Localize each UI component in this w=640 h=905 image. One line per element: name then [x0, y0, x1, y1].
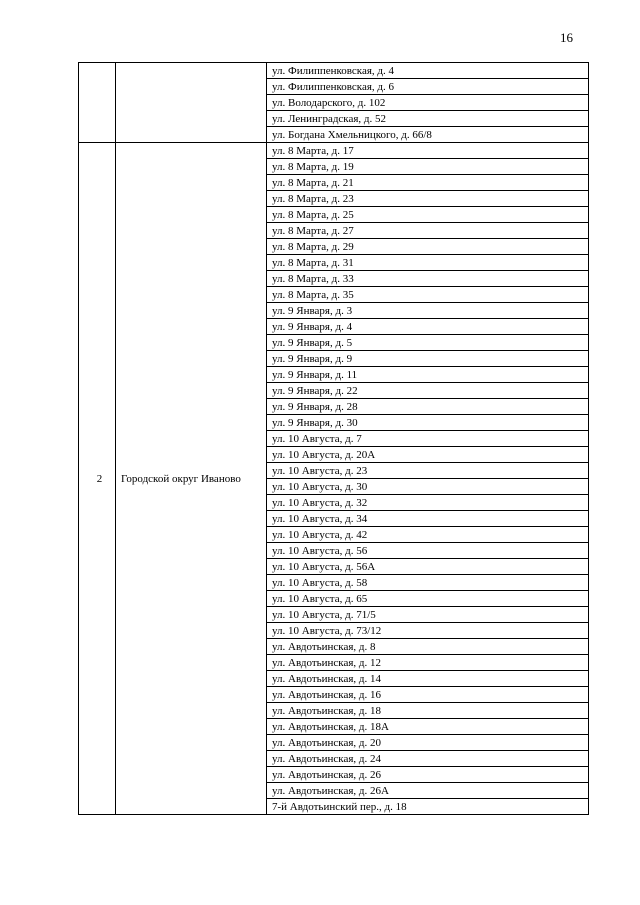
address-cell: ул. 8 Марта, д. 21 — [267, 175, 589, 191]
address-cell: ул. 9 Января, д. 3 — [267, 303, 589, 319]
address-cell: ул. 10 Августа, д. 58 — [267, 575, 589, 591]
address-cell: ул. 8 Марта, д. 23 — [267, 191, 589, 207]
address-cell: ул. Авдотьинская, д. 20 — [267, 735, 589, 751]
address-cell: ул. Володарского, д. 102 — [267, 95, 589, 111]
address-cell: ул. 9 Января, д. 9 — [267, 351, 589, 367]
address-cell: ул. Авдотьинская, д. 12 — [267, 655, 589, 671]
address-cell: ул. 10 Августа, д. 34 — [267, 511, 589, 527]
address-cell: ул. 10 Августа, д. 7 — [267, 431, 589, 447]
address-cell: ул. 9 Января, д. 5 — [267, 335, 589, 351]
address-cell: ул. 10 Августа, д. 56А — [267, 559, 589, 575]
address-cell: ул. Филиппенковская, д. 6 — [267, 79, 589, 95]
address-cell: ул. 9 Января, д. 22 — [267, 383, 589, 399]
page-number: 16 — [560, 30, 573, 45]
address-cell: ул. Филиппенковская, д. 4 — [267, 63, 589, 79]
address-cell: ул. 9 Января, д. 11 — [267, 367, 589, 383]
district-cell — [116, 63, 267, 143]
address-cell: 7-й Авдотьинский пер., д. 18 — [267, 799, 589, 815]
address-cell: ул. Авдотьинская, д. 18А — [267, 719, 589, 735]
address-table — [78, 62, 589, 815]
address-cell: ул. 10 Августа, д. 20А — [267, 447, 589, 463]
address-cell: ул. 10 Августа, д. 23 — [267, 463, 589, 479]
row-number-cell: 2 — [79, 143, 116, 815]
address-cell: ул. Авдотьинская, д. 24 — [267, 751, 589, 767]
row-number-cell — [79, 63, 116, 143]
address-table-body — [79, 63, 589, 815]
address-cell: ул. Авдотьинская, д. 18 — [267, 703, 589, 719]
address-cell: ул. 8 Марта, д. 31 — [267, 255, 589, 271]
address-cell: ул. 10 Августа, д. 73/12 — [267, 623, 589, 639]
address-cell: ул. Авдотьинская, д. 8 — [267, 639, 589, 655]
address-cell: ул. 8 Марта, д. 27 — [267, 223, 589, 239]
address-cell: ул. 8 Марта, д. 29 — [267, 239, 589, 255]
address-cell: ул. Авдотьинская, д. 26 — [267, 767, 589, 783]
address-cell: ул. Авдотьинская, д. 16 — [267, 687, 589, 703]
address-cell: ул. 8 Марта, д. 19 — [267, 159, 589, 175]
address-cell: ул. Авдотьинская, д. 14 — [267, 671, 589, 687]
address-cell: ул. 9 Января, д. 30 — [267, 415, 589, 431]
address-cell: ул. 10 Августа, д. 71/5 — [267, 607, 589, 623]
address-cell: ул. 10 Августа, д. 42 — [267, 527, 589, 543]
address-cell: ул. 9 Января, д. 28 — [267, 399, 589, 415]
address-cell: ул. 9 Января, д. 4 — [267, 319, 589, 335]
table-row — [79, 143, 589, 159]
address-cell: ул. Ленинградская, д. 52 — [267, 111, 589, 127]
address-cell: ул. 10 Августа, д. 30 — [267, 479, 589, 495]
table-row — [79, 63, 589, 79]
address-cell: ул. Авдотьинская, д. 26А — [267, 783, 589, 799]
address-cell: ул. 10 Августа, д. 65 — [267, 591, 589, 607]
address-cell: ул. 10 Августа, д. 56 — [267, 543, 589, 559]
address-cell: ул. 8 Марта, д. 25 — [267, 207, 589, 223]
address-cell: ул. Богдана Хмельницкого, д. 66/8 — [267, 127, 589, 143]
address-cell: ул. 8 Марта, д. 17 — [267, 143, 589, 159]
district-cell: Городской округ Иваново — [116, 143, 267, 815]
address-cell: ул. 8 Марта, д. 33 — [267, 271, 589, 287]
address-cell: ул. 8 Марта, д. 35 — [267, 287, 589, 303]
address-cell: ул. 10 Августа, д. 32 — [267, 495, 589, 511]
